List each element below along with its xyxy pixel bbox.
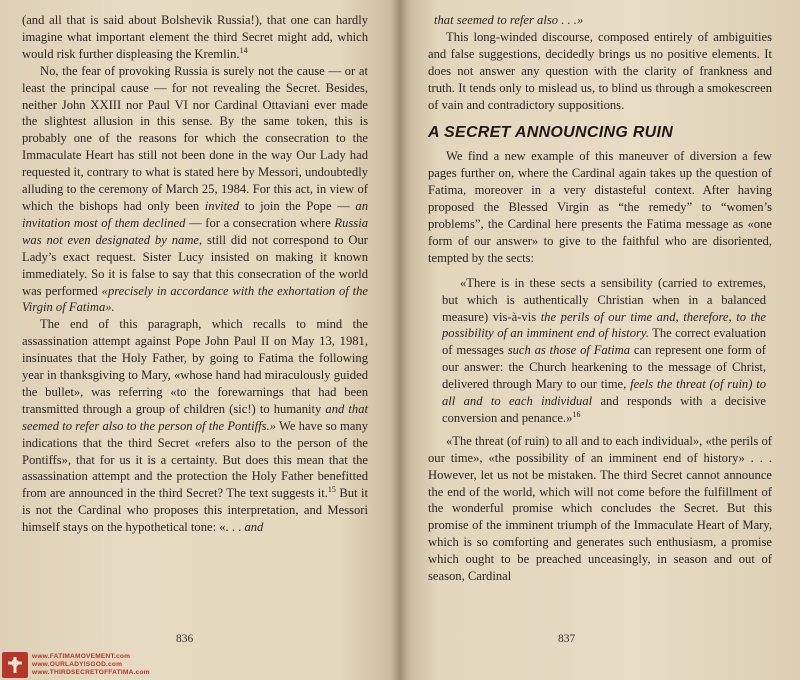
left-paragraph-3: The end of this paragraph, which recalls to mind the assassination attempt against Pope John Paul II on May 13, 1981, insinuates that the Holy Father, by going to Fatima the following year in thanksgiving to Mary, «whose hand had miraculously guided the bullet», was referring «to the forewarnings that had been transmitted through a group of children (sic!) to humanity and that seemed to refer also to the person of the Pontiffs.» We have so many indications that the third Secret «refers also to the person of the Pontiffs», that for us it is a certainty. But does this mean that the assassination attempt and the protection the Holy Father benefitted from are announced in the third Secret? The text suggests it.$^{15}$ But it is not the Cardinal who proposes this interpretation, and Messori himself stays on the hypothetical tone: «. . . and <box>22 317 368 535</box>
page-number-left: 836 <box>176 633 194 646</box>
footnote-ref-15: 15 <box>327 485 336 495</box>
right-paragraph-2: We find a new example of this maneuver of diversion a few pages further on, where the Cardinal again takes up the question of Fatima, moreover in a very distasteful context. After having proposed the Blessed Virgin as “the remedy” to “women’s problems”, the Cardinal here presents the Fatima message as «one form of our answer» to give to the faithful who are disoriented, tempted by the sects: <box>428 149 772 265</box>
left-page <box>0 0 398 680</box>
left-paragraph-1: (and all that is said about Bolshevik Russia!), that one can hardly imagine what important element the third Secret might add, which would risk further displeasing the Kremlin.$^{14}$ <box>22 13 368 61</box>
right-page <box>398 0 800 680</box>
carryover-line: that seemed to refer also . . .» <box>434 13 584 27</box>
footnote-ref-16: 16 <box>572 409 581 419</box>
cross-logo-icon <box>2 652 28 678</box>
right-paragraph-1: This long-winded discourse, composed entirely of ambiguities and false suggestions, decidedly brings us no positive elements. It does not answer any question with the clarity of frankness and truth. It tends only to mislead us, to blind us through a smokescreen of vain and contradictory suppositions. <box>428 29 772 112</box>
footnote-ref-14: 14 <box>239 45 248 55</box>
right-paragraph-3: «The threat (of ruin) to all and to each individual», «the perils of our time», «the possibility of an imminent end of history» . . . However, let us not be mistaken. The third Secret cannot announce the end of the world, which will not come before the fulfillment of the wonderful promise which concludes the Secret. But this promise of the imminent triumph of the Immaculate Heart of Mary, which is so comforting and generates such enthusiasm, a promise which ought to be preached unceasingly, in season and out of season, Cardinal <box>428 433 772 584</box>
page-number-right: 837 <box>558 633 576 646</box>
left-paragraph-2: No, the fear of provoking Russia is surely not the cause — or at least the principal cause — for not revealing the Secret. Besides, neither John XXIII nor Paul VI nor Cardinal Ottaviani ever made the slightest allusion in this sense. By the same token, this is probably one of the reasons for which the consecration to the Immaculate Heart has still not been done in the way Our Lady had requested it, contrary to what is stated here by Messori, undoubtedly alluding to the ceremony of March 25, 1984. For this act, in view of which the bishops had only been invited to join the Pope — an invitation most of them declined — for a consecration where Russia was not even designated by name, still did not correspond to Our Lady’s exact request. Sister Lucy insisted on making it known immediately. So it is false to say that this consecration of the world was performed «precisely in accordance with the exhortation of the Virgin of Fatima». <box>22 63 368 315</box>
block-quote: «There is in these sects a sensibility (carried to extremes, but which is authentically Christian when in a balanced measure) vis-à-vis the perils of our time and, therefore, to the possibility of an imminent end of history. The correct evaluation of messages such as those of Fatima can represent one form of our answer: the Church hearkening to the message of Christ, delivered through Mary to our time, feels the threat (of ruin) to all and to each individual and responds with a decisive conversion and penance.»$^{16}$ <box>442 275 767 425</box>
watermark-text: www.FATIMAMOVEMENT.com www.OURLADYISGOD.com www.THIRDSECRETOFFATIMA.com <box>32 653 150 676</box>
section-heading: A SECRET ANNOUNCING RUIN <box>428 124 674 142</box>
watermark <box>2 652 150 678</box>
